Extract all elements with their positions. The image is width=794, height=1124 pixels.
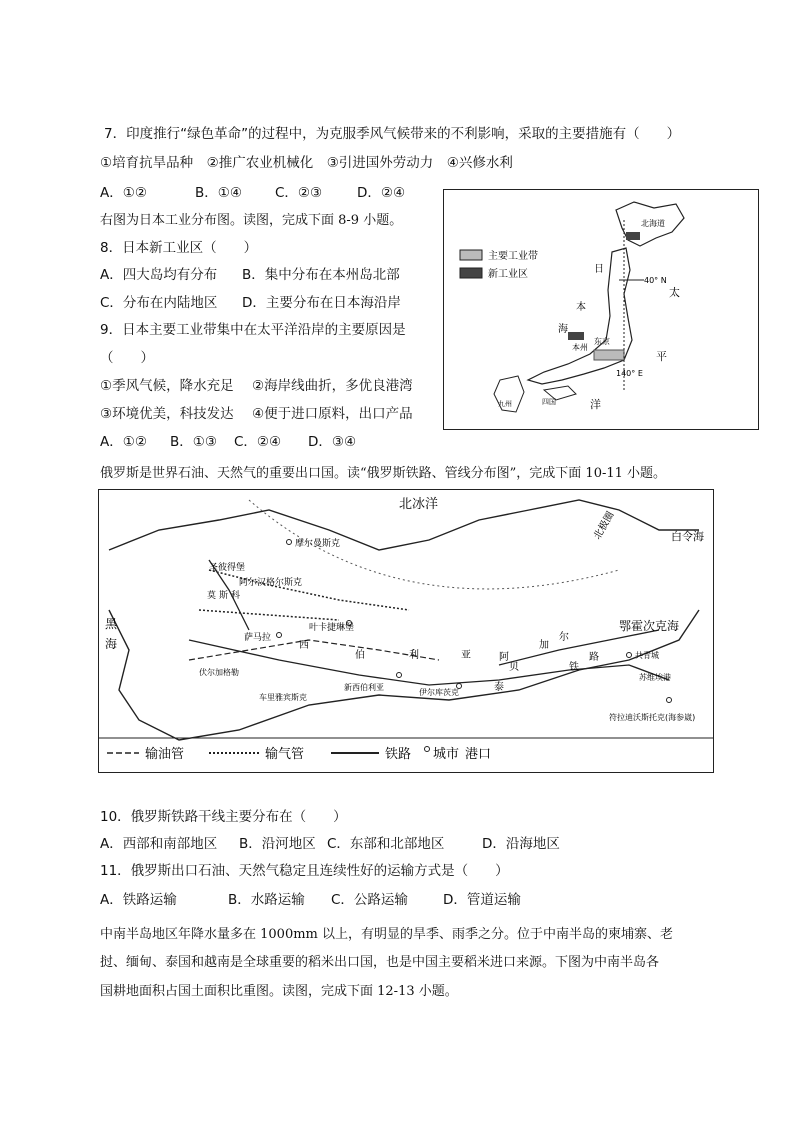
q7-option-a[interactable]: A．①② — [100, 185, 147, 201]
label-mo: 莫 — [207, 591, 217, 601]
q11-option-d[interactable]: D．管道运输 — [443, 892, 521, 908]
q9-option-b[interactable]: B．①③ — [170, 434, 217, 450]
city-novosibirsk-marker — [397, 673, 402, 678]
indochina-line3: 国耕地面积占国土面积比重图。读图，完成下面 12-13 小题。 — [100, 984, 458, 999]
label-140e: 140° E — [616, 369, 643, 378]
city-samara-marker — [277, 633, 282, 638]
label-li: 利 — [409, 650, 419, 661]
q11-option-a[interactable]: A．铁路运输 — [100, 892, 177, 908]
label-irkutsk: 伊尔库茨克 — [419, 688, 459, 697]
q7-options — [100, 184, 405, 202]
russia-intro: 俄罗斯是世界石油、天然气的重要出口国。读“俄罗斯铁路、管线分布图”，完成下面 10-11 小题。 — [100, 466, 667, 481]
q11-options — [100, 891, 521, 909]
label-chelyabinsk: 车里雅宾斯克 — [259, 693, 307, 702]
city-komsomolsk-marker — [627, 653, 632, 658]
label-komsomolsk: 共青城 — [635, 651, 659, 660]
legend-new-zone: 新工业区 — [488, 269, 528, 280]
q11-stem: 11．俄罗斯出口石油、天然气稳定且连续性好的运输方式是（ ） — [100, 863, 509, 879]
q8-stem: 8．日本新工业区（ ） — [100, 240, 258, 256]
label-shikoku: 四国 — [542, 398, 556, 406]
legend-gas: 输气管 — [265, 747, 305, 762]
label-tai: 太 — [669, 286, 680, 299]
label-hai: 海 — [558, 324, 568, 335]
label-arctic-ocean: 北冰洋 — [399, 497, 439, 512]
label-black: 黑 — [105, 617, 118, 631]
indochina-line1: 中南半岛地区年降水量多在 1000mm 以上，有明显的旱季、雨季之分。位于中南半岛的柬埔寨、老 — [100, 927, 674, 942]
label-tie: 铁 — [569, 662, 579, 673]
gas-pipeline-south — [199, 610, 339, 620]
q7-option-b[interactable]: B．①④ — [195, 185, 242, 201]
oil-pipeline — [189, 640, 439, 660]
q8-options-row2 — [100, 294, 401, 312]
label-ben: 本 — [576, 302, 586, 313]
q9-option-d[interactable]: D．③④ — [308, 434, 357, 450]
legend-rail: 铁路 — [385, 747, 412, 762]
label-bering-sea: 白令海 — [671, 530, 704, 543]
label-ri: 日 — [594, 264, 604, 275]
q9-option-a[interactable]: A．①② — [100, 434, 147, 450]
q10-stem: 10．俄罗斯铁路干线主要分布在（ ） — [100, 809, 347, 825]
q9-stem: 9．日本主要工业带集中在太平洋沿岸的主要原因是 — [100, 322, 406, 338]
label-lu: 路 — [589, 652, 599, 663]
indochina-line2: 挝、缅甸、泰国和越南是全球重要的稻米出口国，也是中国主要稻米进口来源。下图为中南半岛各 — [100, 955, 660, 970]
q8-option-d[interactable]: D．主要分布在日本海沿岸 — [242, 295, 401, 311]
q10-option-d[interactable]: D．沿海地区 — [482, 836, 560, 852]
label-okhotsk-sea: 鄂霍次克海 — [619, 619, 680, 633]
label-vladivostok: 符拉迪沃斯托克(海参崴) — [609, 713, 696, 722]
label-volgograd: 伏尔加格勒 — [199, 668, 239, 677]
q9-option-c[interactable]: C．②④ — [234, 434, 282, 450]
label-a: 阿 — [499, 652, 509, 663]
honshu-new-zone — [568, 332, 584, 340]
q8-option-c[interactable]: C．分布在内陆地区 — [100, 295, 218, 311]
q11-option-b[interactable]: B．水路运输 — [228, 892, 305, 908]
label-arkhangelsk: 阿尔汉格尔斯克 — [239, 578, 303, 588]
legend-port: 港口 — [465, 747, 492, 762]
label-si: 斯 — [219, 591, 229, 601]
q9-item-3: ③环境优美，科技发达 — [100, 406, 234, 422]
legend-main-belt: 主要工业带 — [488, 251, 538, 262]
q8-option-b[interactable]: B．集中分布在本州岛北部 — [242, 267, 400, 283]
label-bo: 伯 — [355, 650, 365, 661]
label-tai: 泰 — [494, 682, 504, 693]
label-bei: 贝 — [509, 662, 519, 673]
city-murmansk-marker — [287, 540, 292, 545]
q10-option-a[interactable]: A．西部和南部地区 — [100, 836, 218, 852]
label-yang: 洋 — [590, 398, 601, 411]
q7-items: ①培育抗旱品种 ②推广农业机械化 ③引进国外劳动力 ④兴修水利 — [100, 155, 513, 171]
label-ke: 科 — [231, 591, 241, 601]
japan-map-svg — [444, 190, 758, 429]
hokkaido-new-zone — [626, 232, 640, 240]
q10-option-c[interactable]: C．东部和北部地区 — [327, 836, 445, 852]
label-hokkaido: 北海道 — [641, 219, 665, 228]
label-xi: 西 — [299, 640, 309, 651]
label-sovetskaya-gavan: 苏维埃港 — [639, 673, 671, 682]
label-ya: 亚 — [461, 650, 471, 661]
gas-pipeline-north — [209, 570, 409, 610]
label-st-petersburg: 圣彼得堡 — [209, 563, 246, 573]
label-yekaterinburg: 叶卡捷琳堡 — [309, 623, 355, 633]
q9-items-row2 — [100, 405, 413, 423]
legend-swatch-main-belt — [460, 250, 482, 260]
label-ping: 平 — [656, 350, 667, 363]
label-40n: 40° N — [644, 276, 667, 285]
legend-city-marker — [425, 747, 430, 752]
label-er: 尔 — [559, 632, 569, 643]
label-novosibirsk: 新西伯利亚 — [344, 683, 384, 692]
label-jia: 加 — [539, 640, 549, 651]
q10-options — [100, 835, 560, 853]
honshu-main-belt — [594, 350, 624, 360]
q8-option-a[interactable]: A．四大岛均有分布 — [100, 267, 218, 283]
q9-options — [100, 433, 356, 451]
label-samara: 萨马拉 — [244, 633, 272, 643]
label-honshu: 本州 — [572, 343, 588, 352]
label-sea: 海 — [105, 637, 118, 651]
label-arctic-circle: 北极圈 — [592, 510, 617, 542]
q9-item-2: ②海岸线曲折，多优良港湾 — [252, 378, 413, 394]
q7-option-d[interactable]: D．②④ — [357, 185, 406, 201]
city-vladivostok-marker — [667, 698, 672, 703]
q7-option-c[interactable]: C．②③ — [275, 185, 323, 201]
q11-option-c[interactable]: C．公路运输 — [331, 892, 408, 908]
honshu-island — [528, 248, 632, 384]
russia-rail-pipeline-map — [98, 489, 714, 773]
legend-swatch-new-zone — [460, 268, 482, 278]
legend-oil: 输油管 — [145, 747, 185, 762]
japan-industry-map — [443, 189, 759, 430]
label-kyushu: 九州 — [498, 400, 512, 408]
q7-stem: 7．印度推行“绿色革命”的过程中，为克服季风气候带来的不利影响，采取的主要措施有（ ） — [104, 126, 681, 142]
label-tokyo: 东京 — [594, 337, 610, 346]
q8-options-row1 — [100, 266, 400, 284]
japan-intro: 右图为日本工业分布图。读图，完成下面 8-9 小题。 — [100, 213, 403, 228]
q9-items-row1 — [100, 377, 413, 395]
label-murmansk: 摩尔曼斯克 — [295, 539, 341, 549]
russia-map-svg — [99, 490, 713, 772]
q10-option-b[interactable]: B．沿河地区 — [239, 836, 316, 852]
q9-item-1: ①季风气候，降水充足 — [100, 378, 234, 394]
legend-city: 城市 — [433, 747, 460, 762]
q9-paren: （ ） — [100, 350, 154, 366]
q9-item-4: ④便于进口原料，出口产品 — [252, 406, 413, 422]
